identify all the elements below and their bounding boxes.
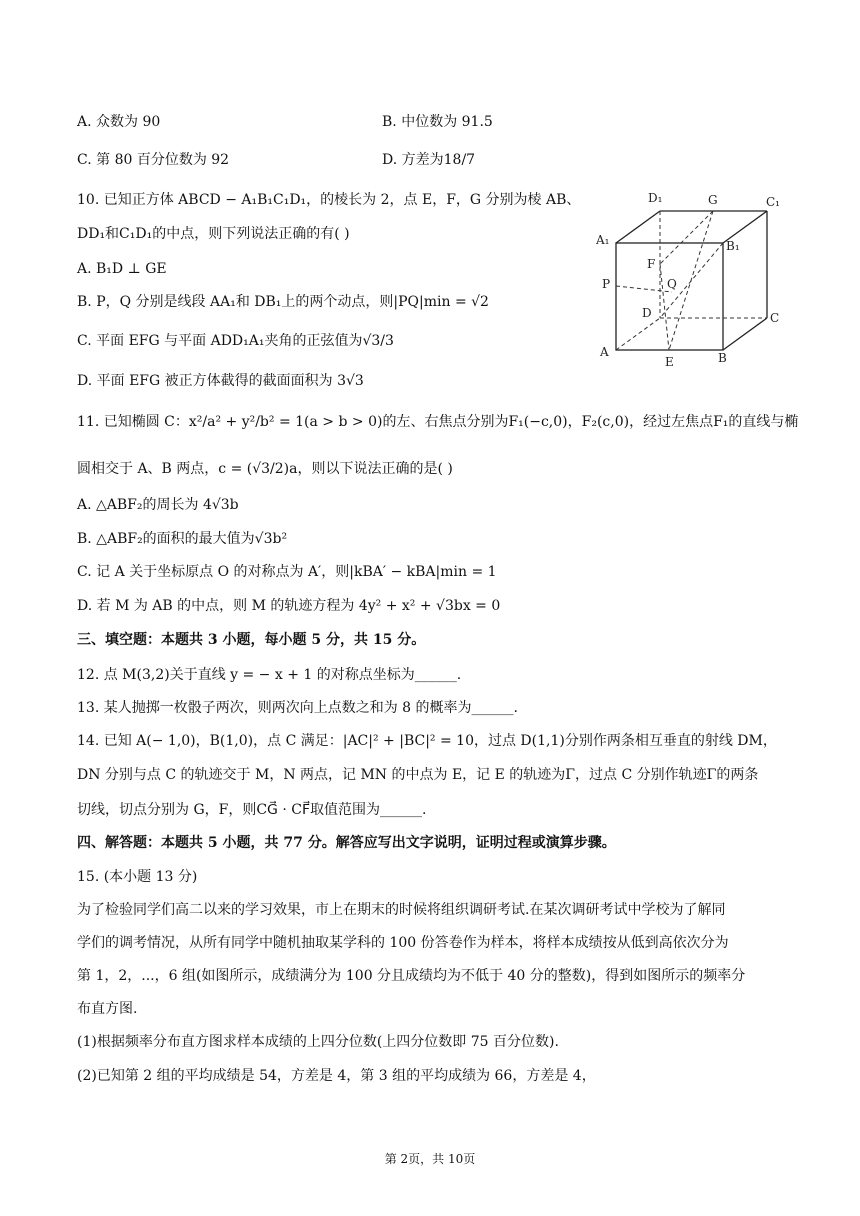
cube-label-b: B <box>718 351 727 365</box>
q15-header: 15. (本小题 13 分) <box>77 869 198 885</box>
q10-stem-line1: 10. 已知正方体 ABCD − A₁B₁C₁D₁，的棱长为 2，点 E，F，G 分别为棱 AB、 <box>77 192 581 208</box>
cube-label-a1: A₁ <box>596 233 610 247</box>
cube-label-a: A <box>600 345 609 359</box>
q11-option-a: A. △ABF₂的周长为 4√3b <box>77 497 239 513</box>
q15-paragraph-line4: 布直方图. <box>77 1001 138 1017</box>
q15-subquestion-1: (1)根据频率分布直方图求样本成绩的上四分位数(上四分位数即 75 百分位数). <box>77 1034 559 1050</box>
cube-label-d: D <box>642 306 652 320</box>
q13-text: 13. 某人抛掷一枚骰子两次，则两次向上点数之和为 8 的概率为______. <box>77 700 518 716</box>
q14-line2: DN 分别与点 C 的轨迹交于 M，N 两点，记 MN 的中点为 E，记 E 的轨迹为Γ，过点 C 分别作轨迹Γ的两条 <box>77 767 759 783</box>
q12-text: 12. 点 M(3,2)关于直线 y = − x + 1 的对称点坐标为______. <box>77 667 462 683</box>
q9-option-c: C. 第 80 百分位数为 92 <box>77 152 230 168</box>
cube-label-c1: C₁ <box>766 195 780 209</box>
q15-paragraph-line1: 为了检验同学们高二以来的学习效果，市上在期末的时候将组织调研考试.在某次调研考试中学校为了解同 <box>77 902 726 918</box>
cube-label-p: P <box>602 277 611 291</box>
q15-paragraph-line3: 第 1，2，...，6 组(如图所示，成绩满分为 100 分且成绩均为不低于 40 分的整数)，得到如图所示的频率分 <box>77 968 746 984</box>
cube-label-d1: D₁ <box>648 191 663 205</box>
cube-figure <box>592 186 792 376</box>
q11-option-b: B. △ABF₂的面积的最大值为√3b² <box>77 531 288 547</box>
cube-label-g: G <box>708 193 718 207</box>
q11-option-c: C. 记 A 关于坐标原点 O 的对称点为 A′，则|kBA′ − kBA|min = 1 <box>77 564 497 580</box>
q10-option-c: C. 平面 EFG 与平面 ADD₁A₁夹角的正弦值为√3/3 <box>77 333 394 349</box>
cube-label-e: E <box>665 355 674 369</box>
q11-stem-line1: 11. 已知椭圆 C：x²/a² + y²/b² = 1(a > b > 0)的左、右焦点分别为F₁(−c,0)，F₂(c,0)，经过左焦点F₁的直线与椭 <box>77 414 799 430</box>
cube-label-c: C <box>770 311 780 325</box>
cube-label-b1: B₁ <box>726 239 740 253</box>
page-footer: 第 2页，共 10页 <box>384 1152 476 1166</box>
cube-label-f: F <box>647 257 656 271</box>
section-3-heading: 三、填空题：本题共 3 小题，每小题 5 分，共 15 分。 <box>77 632 426 648</box>
q9-option-b: B. 中位数为 91.5 <box>382 114 493 130</box>
q15-subquestion-2: (2)已知第 2 组的平均成绩是 54，方差是 4，第 3 组的平均成绩为 66，方差是 4， <box>77 1068 596 1084</box>
section-4-heading: 四、解答题：本题共 5 小题，共 77 分。解答应写出文字说明，证明过程或演算步骤。 <box>77 835 616 851</box>
q11-option-d: D. 若 M 为 AB 的中点，则 M 的轨迹方程为 4y² + x² + √3bx = 0 <box>77 598 501 614</box>
q9-option-a: A. 众数为 90 <box>77 114 161 130</box>
q10-option-a: A. B₁D ⊥ GE <box>77 261 167 277</box>
q15-paragraph-line2: 学们的调考情况，从所有同学中随机抽取某学科的 100 份答卷作为样本，将样本成绩按从低到高依次分为 <box>77 935 729 951</box>
q10-stem-line2: DD₁和C₁D₁的中点，则下列说法正确的有( ) <box>77 226 350 242</box>
q9-option-d: D. 方差为18/7 <box>382 152 476 168</box>
q14-line1: 14. 已知 A(− 1,0)，B(1,0)，点 C 满足：|AC|² + |BC|² = 10，过点 D(1,1)分别作两条相互垂直的射线 DM， <box>77 733 777 749</box>
q10-option-b: B. P，Q 分别是线段 AA₁和 DB₁上的两个动点，则|PQ|min = √2 <box>77 294 489 310</box>
q14-line3: 切线，切点分别为 G，F，则CG⃗ · CF⃗取值范围为______. <box>77 802 427 818</box>
cube-label-q: Q <box>667 277 677 291</box>
q10-option-d: D. 平面 EFG 被正方体截得的截面面积为 3√3 <box>77 373 364 389</box>
q11-stem-line2: 圆相交于 A、B 两点，c = (√3/2)a，则以下说法正确的是( ) <box>77 461 453 477</box>
